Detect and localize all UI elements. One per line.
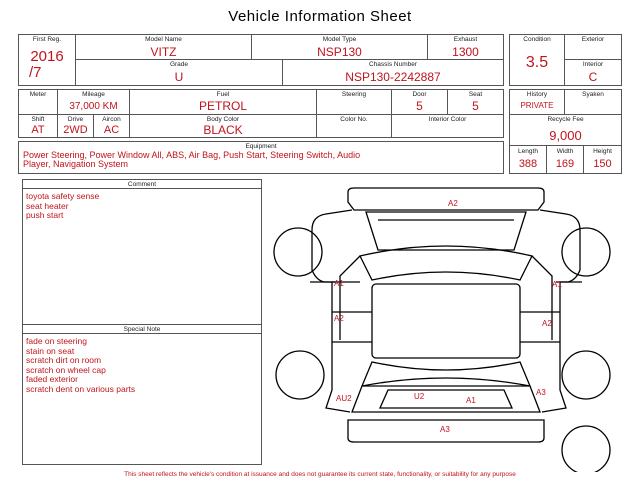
history-label: History — [526, 91, 548, 98]
wheel-rear-left-icon — [276, 351, 324, 399]
width-value: 169 — [555, 158, 575, 170]
interior-label: Interior — [582, 61, 604, 68]
grade-value: U — [174, 70, 184, 84]
interior-color-label: Interior Color — [428, 116, 467, 123]
disclaimer-footer: This sheet reflects the vehicle's condition at issuance and does not guarantee its current state, functionality, or suitability for any purpose — [124, 471, 516, 478]
drive-label: Drive — [67, 116, 84, 123]
first-reg-year: 2016 — [30, 48, 64, 65]
comment-label: Comment — [127, 181, 157, 188]
recycle-value: 9,000 — [549, 128, 582, 143]
spare-wheel-icon — [562, 426, 610, 472]
height-value: 150 — [593, 158, 612, 170]
left-side-outline — [312, 210, 352, 412]
shift-cell — [18, 114, 58, 138]
aircon-label: Aircon — [102, 116, 121, 123]
chassis-cell — [282, 59, 504, 86]
fuel-value: PETROL — [198, 99, 247, 113]
width-label: Width — [556, 148, 574, 155]
model-name-cell — [75, 34, 252, 60]
height-label: Height — [593, 148, 612, 155]
exterior-label: Exterior — [581, 36, 605, 43]
wheel-rear-right-icon — [562, 351, 610, 399]
special-note-line: fade on steering — [26, 336, 87, 346]
body-color-cell — [129, 114, 317, 138]
exhaust-cell — [427, 34, 504, 60]
meter-label: Meter — [29, 91, 47, 98]
front-bumper — [348, 188, 544, 210]
comment-line: toyota safety sense — [26, 191, 100, 201]
width-cell — [546, 145, 584, 174]
grade-cell — [75, 59, 283, 86]
body-color-value: BLACK — [203, 123, 243, 137]
seat-cell — [447, 89, 504, 115]
model-type-value: NSP130 — [317, 45, 362, 59]
comment-line: push start — [26, 210, 64, 220]
syaken-label: Syaken — [582, 91, 604, 98]
mileage-cell — [57, 89, 130, 115]
exterior-cell — [564, 34, 622, 60]
damage-mark-left-front: A1 — [334, 279, 344, 288]
comment-lines — [26, 192, 99, 221]
interior-value: C — [588, 70, 598, 84]
shift-label: Shift — [31, 116, 45, 123]
damage-mark-left-rear: AU2 — [336, 394, 352, 403]
model-type-label: Model Type — [322, 36, 357, 43]
windshield — [360, 246, 532, 280]
model-name-value: VITZ — [150, 45, 177, 59]
special-note-line: scratch on wheel cap — [26, 364, 106, 375]
damage-mark-hood: A2 — [448, 199, 458, 208]
mileage-value: 37,000 KM — [69, 101, 118, 112]
color-no-cell — [316, 114, 392, 138]
damage-mark-left-door: A2 — [334, 314, 344, 323]
shift-value: AT — [31, 124, 45, 136]
aircon-value: AC — [103, 124, 120, 136]
first-reg-cell — [18, 34, 76, 86]
rear-hatch-inner — [380, 390, 512, 408]
history-value: PRIVATE — [520, 101, 554, 110]
hood — [366, 212, 526, 250]
history-cell — [509, 89, 565, 115]
damage-mark-rear-panel: A1 — [466, 396, 476, 405]
recycle-cell — [509, 114, 622, 146]
first-reg-month: /7 — [29, 64, 42, 81]
aircon-cell — [93, 114, 130, 138]
wheel-front-right-icon — [562, 228, 610, 276]
equipment-cell — [18, 141, 504, 174]
wheel-front-left-icon — [274, 228, 322, 276]
length-label: Length — [518, 148, 538, 155]
drive-cell — [57, 114, 94, 138]
special-note-header — [22, 324, 262, 334]
special-note-line: stain on seat — [26, 345, 75, 356]
first-reg-label: First Reg. — [32, 36, 62, 43]
recycle-label: Recycle Fee — [547, 116, 584, 123]
special-note-label: Special Note — [123, 326, 161, 333]
drive-value: 2WD — [63, 124, 88, 136]
interior-cell — [564, 59, 622, 86]
meter-cell — [18, 89, 58, 115]
fuel-cell — [129, 89, 317, 115]
special-note-lines — [26, 337, 135, 394]
damage-mark-right-rear: A3 — [536, 388, 546, 397]
length-value: 388 — [518, 158, 538, 170]
exhaust-label: Exhaust — [453, 36, 478, 43]
car-damage-diagram — [268, 180, 640, 472]
roof — [372, 284, 520, 358]
model-type-cell — [251, 34, 428, 60]
damage-mark-rear-bumper: A3 — [440, 425, 450, 434]
special-note-line: scratch dent on various parts — [26, 383, 136, 394]
steering-cell — [316, 89, 392, 115]
left-pillar — [340, 256, 360, 340]
condition-cell — [509, 34, 565, 86]
steering-label: Steering — [341, 91, 367, 98]
special-note-box — [22, 324, 262, 465]
condition-value: 3.5 — [525, 54, 549, 71]
door-label: Door — [412, 91, 427, 98]
chassis-value: NSP130-2242887 — [345, 70, 441, 84]
equipment-line-2: Player, Navigation System — [23, 159, 129, 169]
damage-mark-right-door: A2 — [542, 319, 552, 328]
fuel-label: Fuel — [216, 91, 230, 98]
model-name-label: Model Name — [145, 36, 182, 43]
condition-label: Condition — [523, 36, 551, 43]
damage-mark-right-front: A1 — [552, 280, 562, 289]
grade-label: Grade — [169, 61, 189, 68]
rear-window — [362, 362, 530, 386]
syaken-cell — [564, 89, 622, 115]
seat-label: Seat — [468, 91, 483, 98]
exhaust-value: 1300 — [452, 45, 479, 59]
sheet-title: Vehicle Information Sheet — [228, 8, 412, 25]
mileage-label: Mileage — [82, 91, 105, 98]
height-cell — [583, 145, 622, 174]
comment-header — [22, 179, 262, 189]
special-note-line: faded exterior — [26, 374, 78, 384]
equipment-line-1: Power Steering, Power Window All, ABS, Air Bag, Push Start, Steering Switch, Audio — [23, 150, 361, 160]
equipment-label: Equipment — [245, 143, 277, 150]
comment-line: seat heater — [26, 200, 69, 211]
chassis-label: Chassis Number — [368, 61, 418, 68]
door-value: 5 — [416, 99, 423, 113]
damage-mark-rear-hatch: U2 — [414, 392, 425, 401]
door-cell — [391, 89, 448, 115]
interior-color-cell — [391, 114, 504, 138]
comment-box — [22, 179, 262, 325]
seat-value: 5 — [472, 99, 479, 113]
body-color-label: Body Color — [206, 116, 240, 123]
color-no-label: Color No. — [340, 116, 368, 123]
right-side-outline — [540, 210, 580, 412]
length-cell — [509, 145, 547, 174]
special-note-line: scratch dirt on room — [26, 355, 102, 365]
